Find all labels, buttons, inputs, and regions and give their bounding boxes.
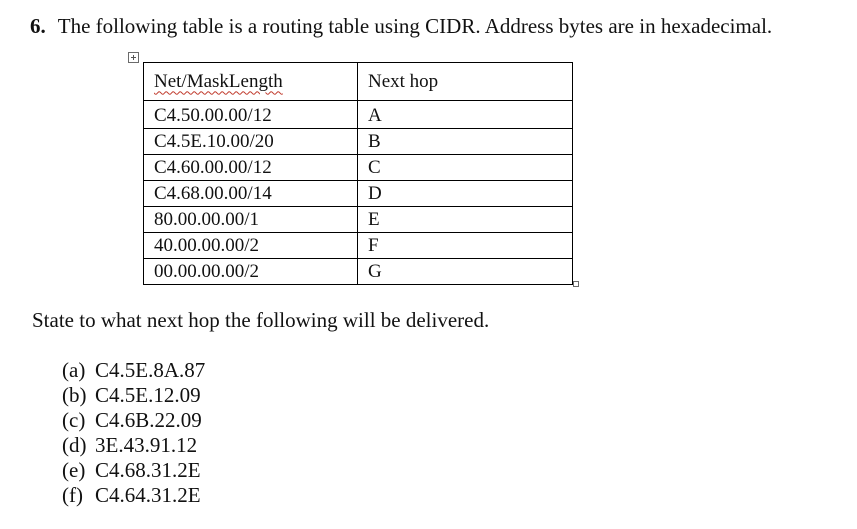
address-list: [62, 358, 205, 508]
header-next-hop: Next hop: [358, 63, 573, 101]
list-item: [62, 383, 205, 408]
hop-cell: G: [358, 259, 573, 285]
table-row: [144, 155, 573, 181]
table-row: [144, 181, 573, 207]
item-label: (b): [62, 383, 87, 407]
hop-cell: D: [358, 181, 573, 207]
list-item: [62, 458, 205, 483]
hop-cell: F: [358, 233, 573, 259]
item-label: (e): [62, 458, 86, 482]
hop-cell: E: [358, 207, 573, 233]
hop-cell: C: [358, 155, 573, 181]
instruction-text: State to what next hop the following will be delivered.: [32, 308, 490, 332]
hop-cell: A: [358, 101, 573, 129]
list-item: [62, 433, 205, 458]
table-move-handle-icon[interactable]: [128, 52, 139, 63]
item-label: (f): [62, 483, 83, 507]
table-row: [144, 259, 573, 285]
item-address: 3E.43.91.12: [95, 433, 198, 457]
hop-cell: B: [358, 129, 573, 155]
item-address: C4.5E.8A.87: [95, 358, 206, 382]
table-row: [144, 207, 573, 233]
item-label: (d): [62, 433, 87, 457]
net-cell: 00.00.00.00/2: [144, 259, 358, 285]
header-net-mask: Net/MaskLength: [144, 63, 358, 101]
item-address: C4.6B.22.09: [95, 408, 202, 432]
table-resize-handle-icon[interactable]: [573, 281, 579, 287]
list-item: [62, 358, 205, 383]
table-header-row: [144, 63, 573, 101]
question-heading: [30, 12, 772, 40]
item-address: C4.64.31.2E: [95, 483, 201, 507]
net-cell: C4.5E.10.00/20: [144, 129, 358, 155]
net-cell: C4.60.00.00/12: [144, 155, 358, 181]
routing-table: [143, 62, 573, 285]
net-cell: 40.00.00.00/2: [144, 233, 358, 259]
list-item: [62, 408, 205, 433]
question-text: The following table is a routing table using CIDR. Address bytes are in hexadecimal.: [57, 14, 773, 38]
item-address: C4.5E.12.09: [95, 383, 201, 407]
table-row: [144, 129, 573, 155]
item-label: (a): [62, 358, 86, 382]
table-row: [144, 233, 573, 259]
net-cell: C4.50.00.00/12: [144, 101, 358, 129]
net-cell: C4.68.00.00/14: [144, 181, 358, 207]
list-item: [62, 483, 205, 508]
net-cell: 80.00.00.00/1: [144, 207, 358, 233]
item-address: C4.68.31.2E: [95, 458, 201, 482]
table-row: [144, 101, 573, 129]
question-number: 6.: [30, 14, 46, 38]
item-label: (c): [62, 408, 86, 432]
